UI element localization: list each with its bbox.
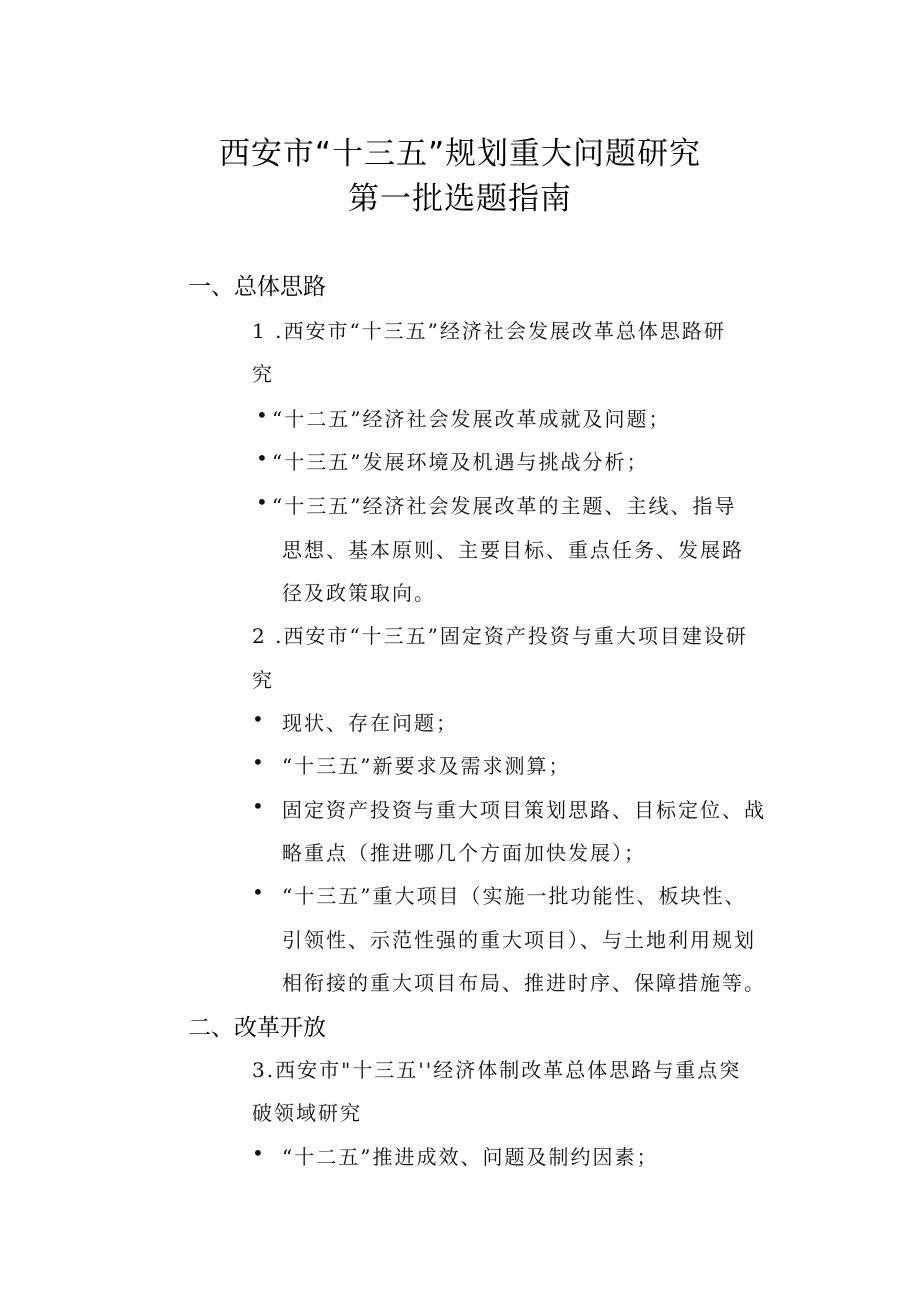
- item-3-title-line-2: 破领域研究: [252, 1101, 362, 1125]
- bullet-text-continued: 相衔接的重大项目布局、推进时序、保障措施等。: [282, 971, 766, 995]
- bullet-text: 现状、存在问题；: [282, 711, 458, 735]
- bullet-text: “十二五”推进成效、问题及制约因素；: [282, 1145, 659, 1169]
- bullet-text: 固定资产投资与重大项目策划思路、目标定位、战: [282, 798, 766, 822]
- bullet-dot: •: [256, 490, 268, 514]
- bullet-text: “十三五”重大项目（实施一批功能性、板块性、: [282, 884, 747, 908]
- bullet-text-continued: 思想、基本原则、主要目标、重点任务、发展路: [282, 538, 744, 562]
- document-title-line-1: 西安市“十三五”规划重大问题研究: [218, 136, 702, 172]
- section-heading-1: 一、总体思路: [188, 274, 326, 300]
- section-heading-2: 二、改革开放: [188, 1015, 326, 1041]
- bullet-dot: •: [252, 880, 264, 904]
- bullet-text-continued: 引领性、示范性强的重大项目）、与土地利用规划: [282, 928, 756, 952]
- bullet-text-continued: 径及政策取向。: [282, 581, 436, 605]
- bullet-dot: •: [252, 1141, 264, 1165]
- item-1-title-line-2: 究: [252, 362, 274, 386]
- item-2-title-line-1: 2 .西安市“十三五”固定资产投资与重大项目建设研: [252, 624, 748, 648]
- document-title-line-2: 第一批选题指南: [348, 181, 572, 217]
- bullet-text-continued: 略重点（推进哪几个方面加快发展）；: [282, 841, 646, 865]
- item-1-title-line-1: 1 .西安市“十三五”经济社会发展改革总体思路研: [252, 319, 726, 343]
- bullet-dot: •: [252, 750, 264, 774]
- bullet-dot: •: [252, 707, 264, 731]
- bullet-dot: •: [252, 794, 264, 818]
- item-3-title-line-1: 3.西安市"十三五''经济体制改革总体思路与重点突: [252, 1058, 742, 1082]
- bullet-text: “十三五”发展环境及机遇与挑战分析；: [272, 450, 649, 474]
- bullet-dot: •: [256, 446, 268, 470]
- bullet-dot: •: [256, 403, 268, 427]
- bullet-text: “十三五”经济社会发展改革的主题、主线、指导: [272, 494, 737, 518]
- bullet-text: “十三五”新要求及需求测算；: [282, 754, 571, 778]
- item-2-title-line-2: 究: [252, 668, 274, 692]
- bullet-text: “十二五”经济社会发展改革成就及问题；: [272, 407, 671, 431]
